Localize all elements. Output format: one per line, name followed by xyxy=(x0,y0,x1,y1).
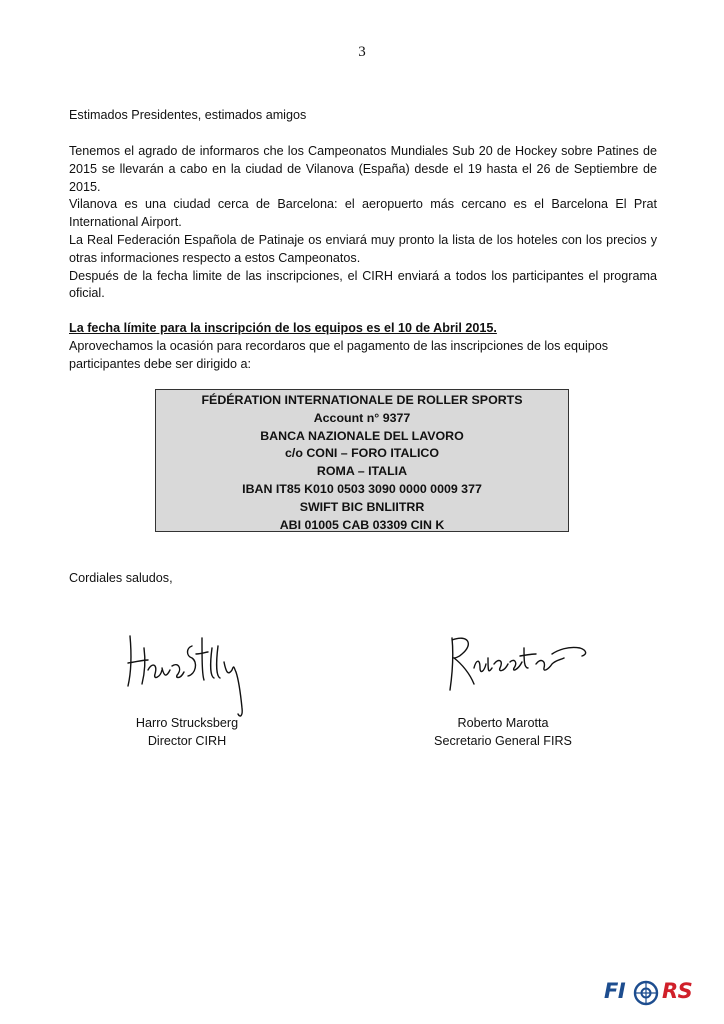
bank-line-bank: BANCA NAZIONALE DEL LAVORO xyxy=(260,428,464,443)
signatory-left xyxy=(112,714,262,750)
letter-body xyxy=(69,143,657,303)
deadline-statement: La fecha límite para la inscripción de los equipos es el 10 de Abril 2015. xyxy=(69,321,497,335)
signatory-role: Director CIRH xyxy=(147,734,227,748)
bank-line-care-of: c/o CONI – FORO ITALICO xyxy=(285,446,439,461)
signatory-right xyxy=(418,714,588,750)
paragraph-program: Después de la fecha limite de las inscripciones, el CIRH enviará a todos los participantes el programa oficial. xyxy=(69,268,657,301)
signature-left xyxy=(122,618,272,718)
signatory-name: Roberto Marotta xyxy=(457,716,549,730)
bank-line-iban: IBAN IT85 K010 0503 3090 0000 0009 377 xyxy=(242,481,482,496)
signatory-role: Secretario General FIRS xyxy=(434,734,572,748)
closing: Cordiales saludos, xyxy=(69,571,173,585)
signature-right xyxy=(440,628,595,698)
signatory-name: Harro Strucksberg xyxy=(135,716,239,730)
bank-details-box xyxy=(155,389,569,532)
logo-text-right: RS xyxy=(662,979,693,1003)
bank-line-swift: SWIFT BIC BNLIITRR xyxy=(299,499,425,514)
bank-line-federation: FÉDÉRATION INTERNATIONALE DE ROLLER SPORTS xyxy=(201,393,523,407)
bank-line-abi: ABI 01005 CAB 03309 CIN K xyxy=(279,517,445,532)
logo-text-left: FI xyxy=(604,979,626,1003)
bank-line-city: ROMA – ITALIA xyxy=(316,464,408,479)
paragraph-location: Vilanova es una ciudad cerca de Barcelona: el aeropuerto más cercano es el Barcelona El Prat International Airport. xyxy=(69,197,657,230)
greeting: Estimados Presidentes, estimados amigos xyxy=(69,108,307,122)
bank-line-account: Account n° 9377 xyxy=(313,410,411,425)
page-number: 3 xyxy=(358,44,366,60)
paragraph-championship: Tenemos el agrado de informaros che los Campeonatos Mundiales Sub 20 de Hockey sobre Patines de 2015 se llevarán a cabo en la ciudad de Vilanova (España) desde el 19 hasta el 26 de Septiembre de 2015. xyxy=(69,144,657,194)
roller-wheel-icon xyxy=(631,980,661,1006)
paragraph-hotels: La Real Federación Española de Patinaje os enviará muy pronto la lista de los hoteles con los precios y otras informaciones respecto a estos Campeonatos. xyxy=(69,232,657,265)
firs-logo xyxy=(604,979,696,1007)
payment-note: Aprovechamos la ocasión para recordaros que el pagamento de las inscripciones de los equipos participantes debe ser dirigido a: xyxy=(69,338,609,371)
deadline-section xyxy=(69,320,657,373)
